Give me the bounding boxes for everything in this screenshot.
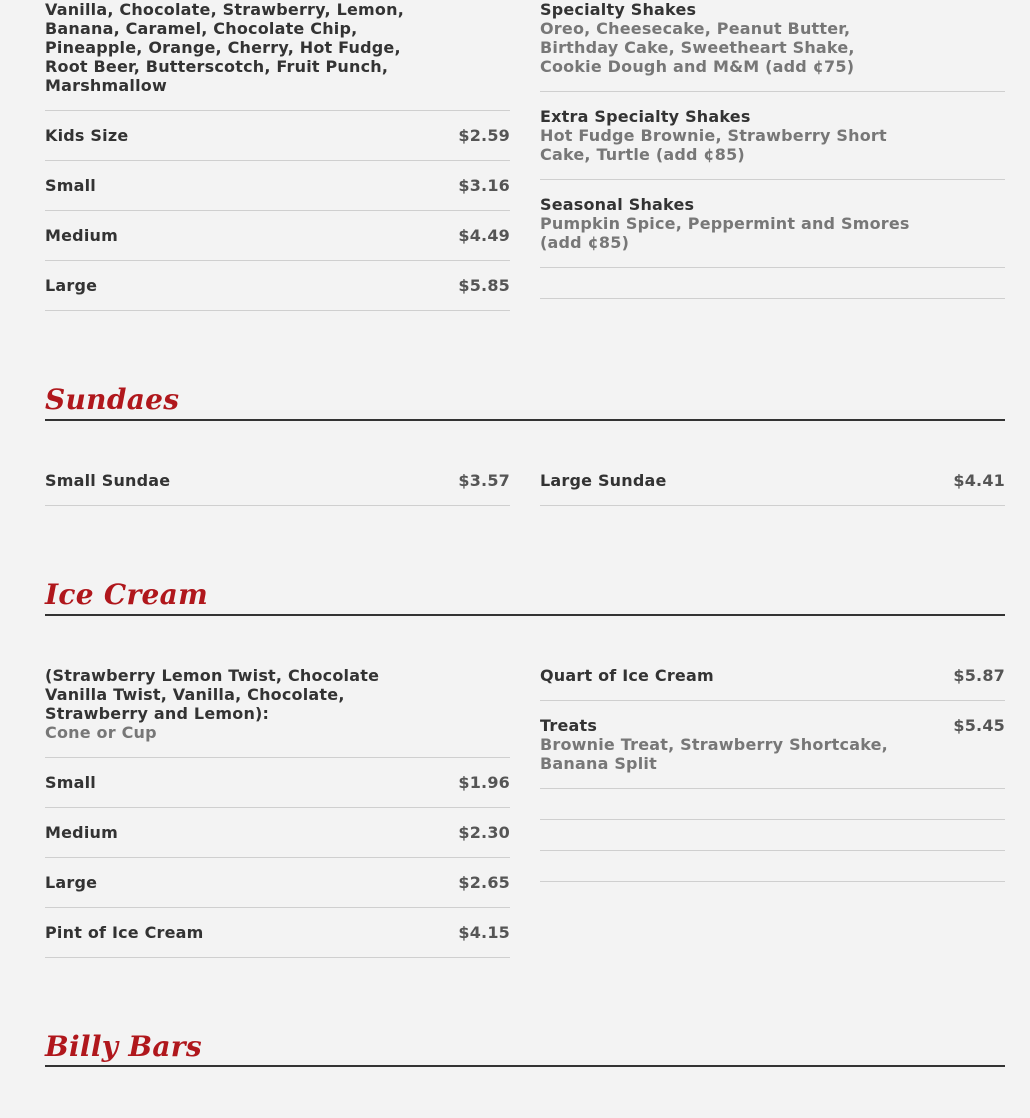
- shake-flavors-item: [45, 0, 510, 111]
- quart-item[interactable]: [540, 666, 1005, 701]
- shake-size-kids[interactable]: [45, 111, 510, 161]
- small-sundae-name: Small Sundae: [45, 471, 171, 490]
- shake-size-name: Small: [45, 176, 96, 195]
- ice-cream-size-price: $1.96: [458, 773, 510, 792]
- ice-cream-size-large[interactable]: [45, 858, 510, 908]
- ice-cream-size-name: Small: [45, 773, 96, 792]
- treats-desc: Brownie Treat, Strawberry Shortcake, Banana Split: [540, 735, 888, 773]
- shake-size-name: Kids Size: [45, 126, 129, 145]
- empty-row: [540, 851, 1005, 882]
- shake-size-price: $4.49: [458, 226, 510, 245]
- shakes-left-column: [45, 0, 510, 311]
- ice-cream-flavors-header: (Strawberry Lemon Twist, Chocolate Vanilla Twist, Vanilla, Chocolate, Strawberry and Lemon):: [45, 666, 380, 723]
- ice-cream-size-name: Large: [45, 873, 98, 892]
- ice-cream-title: Ice Cream: [45, 578, 209, 611]
- section-divider: [45, 614, 1005, 616]
- empty-row: [540, 820, 1005, 851]
- shake-size-name: Large: [45, 276, 98, 295]
- treats-price: $5.45: [953, 716, 1005, 735]
- shake-size-name: Medium: [45, 226, 118, 245]
- specialty-shakes-item[interactable]: [540, 0, 1005, 92]
- billy-bars-title: Billy Bars: [45, 1030, 202, 1063]
- ice-cream-size-price: $2.65: [458, 873, 510, 892]
- large-sundae-price: $4.41: [953, 471, 1005, 490]
- seasonal-shakes-desc: Pumpkin Spice, Peppermint and Smores (add ¢85): [540, 214, 910, 252]
- shake-size-large[interactable]: [45, 261, 510, 311]
- ice-cream-size-name: Medium: [45, 823, 118, 842]
- empty-row: [540, 789, 1005, 820]
- ice-cream-size-small[interactable]: [45, 758, 510, 808]
- quart-name: Quart of Ice Cream: [540, 666, 714, 685]
- shake-size-price: $5.85: [458, 276, 510, 295]
- shake-flavors-list: Vanilla, Chocolate, Strawberry, Lemon, Banana, Caramel, Chocolate Chip, Pineapple, Orange, Cherry, Hot Fudge, Root Beer, Butterscotch, Fruit Punch, Marshmallow: [45, 0, 404, 95]
- ice-cream-flavors-item: [45, 666, 510, 758]
- seasonal-shakes-item[interactable]: [540, 180, 1005, 268]
- sundaes-title: Sundaes: [45, 383, 180, 416]
- ice-cream-right-column: [540, 666, 1005, 882]
- shake-size-price: $2.59: [458, 126, 510, 145]
- pint-price: $4.15: [458, 923, 510, 942]
- extra-specialty-shakes-name: Extra Specialty Shakes: [540, 107, 751, 126]
- small-sundae-price: $3.57: [458, 471, 510, 490]
- extra-specialty-shakes-item[interactable]: [540, 92, 1005, 180]
- shake-size-medium[interactable]: [45, 211, 510, 261]
- shakes-right-column: [540, 0, 1005, 299]
- ice-cream-size-price: $2.30: [458, 823, 510, 842]
- ice-cream-flavors-desc: Cone or Cup: [45, 723, 157, 742]
- ice-cream-left-column: [45, 666, 510, 958]
- shake-size-small[interactable]: [45, 161, 510, 211]
- pint-item[interactable]: [45, 908, 510, 958]
- specialty-shakes-desc: Oreo, Cheesecake, Peanut Butter, Birthday Cake, Sweetheart Shake, Cookie Dough and M&M (add ¢75): [540, 19, 855, 76]
- treats-item[interactable]: [540, 701, 1005, 789]
- section-divider: [45, 1065, 1005, 1067]
- specialty-shakes-name: Specialty Shakes: [540, 0, 697, 19]
- large-sundae-item[interactable]: [540, 455, 1005, 506]
- shake-size-price: $3.16: [458, 176, 510, 195]
- sundaes-left-column: [45, 455, 510, 506]
- pint-name: Pint of Ice Cream: [45, 923, 204, 942]
- large-sundae-name: Large Sundae: [540, 471, 667, 490]
- empty-row: [540, 268, 1005, 299]
- extra-specialty-shakes-desc: Hot Fudge Brownie, Strawberry Short Cake, Turtle (add ¢85): [540, 126, 887, 164]
- quart-price: $5.87: [953, 666, 1005, 685]
- treats-name: Treats: [540, 716, 598, 735]
- small-sundae-item[interactable]: [45, 455, 510, 506]
- seasonal-shakes-name: Seasonal Shakes: [540, 195, 695, 214]
- ice-cream-size-medium[interactable]: [45, 808, 510, 858]
- section-divider: [45, 419, 1005, 421]
- sundaes-right-column: [540, 455, 1005, 506]
